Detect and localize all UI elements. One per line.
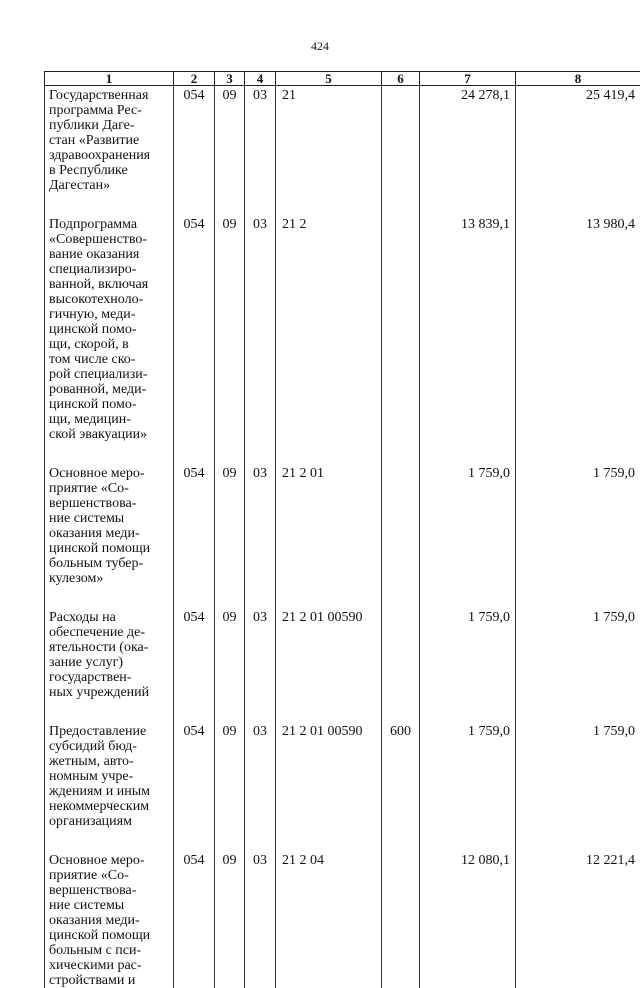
subsection-code: 03 xyxy=(245,215,276,464)
ved-code: 054 xyxy=(174,851,215,988)
section-code: 09 xyxy=(215,608,245,722)
amount-col-8: 12 221,4 xyxy=(516,851,640,988)
section-code: 09 xyxy=(215,464,245,608)
target-article-code: 21 2 04 xyxy=(276,851,382,988)
row-name: Государственная программа Рес- публики Даге- стан «Развитие здравоохранения в Республике Дагестан» xyxy=(49,88,170,193)
ved-code: 054 xyxy=(174,86,215,216)
ved-code: 054 xyxy=(174,464,215,608)
table-row xyxy=(45,86,640,216)
row-name: Основное меро- приятие «Со- вершенствова- ние системы оказания меди- цинской помощи больным с пси- хическими рас- стройствами и xyxy=(49,853,170,988)
expense-type-code xyxy=(382,86,420,216)
amount-col-7: 13 839,1 xyxy=(420,215,516,464)
table-row xyxy=(45,722,640,851)
subsection-code: 03 xyxy=(245,464,276,608)
row-name-cell xyxy=(45,215,174,464)
column-header-3: 3 xyxy=(215,72,245,86)
subsection-code: 03 xyxy=(245,86,276,216)
row-name-cell xyxy=(45,851,174,988)
amount-col-8: 1 759,0 xyxy=(516,722,640,851)
row-name-cell xyxy=(45,464,174,608)
section-code: 09 xyxy=(215,722,245,851)
row-name: Основное меро- приятие «Со- вершенствова- ние системы оказания меди- цинской помощи больным тубер- кулезом» xyxy=(49,466,170,586)
row-name: Предоставление субсидий бюд- жетным, авто- номным учре- ждениям и иным некоммерческим организациям xyxy=(49,724,170,829)
expense-type-code xyxy=(382,851,420,988)
ved-code: 054 xyxy=(174,722,215,851)
subsection-code: 03 xyxy=(245,608,276,722)
page-number: 424 xyxy=(0,39,640,54)
amount-col-8: 13 980,4 xyxy=(516,215,640,464)
column-header-1: 1 xyxy=(45,72,174,86)
target-article-code: 21 2 01 xyxy=(276,464,382,608)
row-name-cell xyxy=(45,722,174,851)
column-header-2: 2 xyxy=(174,72,215,86)
target-article-code: 21 2 01 00590 xyxy=(276,722,382,851)
expense-type-code xyxy=(382,608,420,722)
expense-type-code xyxy=(382,464,420,608)
header-row xyxy=(45,72,640,86)
expense-type-code: 600 xyxy=(382,722,420,851)
column-header-8: 8 xyxy=(516,72,640,86)
amount-col-8: 1 759,0 xyxy=(516,464,640,608)
subsection-code: 03 xyxy=(245,851,276,988)
section-code: 09 xyxy=(215,215,245,464)
row-name: Подпрограмма «Совершенство- вание оказания специализиро- ванной, включая высокотехноло- гичную, меди- цинской помо- щи, скорой, в том числе ско- рой специализи- рованной, меди- цинской помо- щи, медицин- ской эвакуации» xyxy=(49,217,170,442)
amount-col-8: 25 419,4 xyxy=(516,86,640,216)
column-header-5: 5 xyxy=(276,72,382,86)
subsection-code: 03 xyxy=(245,722,276,851)
column-header-6: 6 xyxy=(382,72,420,86)
target-article-code: 21 2 01 00590 xyxy=(276,608,382,722)
amount-col-7: 12 080,1 xyxy=(420,851,516,988)
ved-code: 054 xyxy=(174,608,215,722)
section-code: 09 xyxy=(215,86,245,216)
table-row xyxy=(45,851,640,988)
column-header-4: 4 xyxy=(245,72,276,86)
row-name-cell xyxy=(45,608,174,722)
expense-type-code xyxy=(382,215,420,464)
amount-col-8: 1 759,0 xyxy=(516,608,640,722)
row-name: Расходы на обеспечение де- ятельности (ока- зание услуг) государствен- ных учреждений xyxy=(49,610,170,700)
target-article-code: 21 2 xyxy=(276,215,382,464)
ved-code: 054 xyxy=(174,215,215,464)
section-code: 09 xyxy=(215,851,245,988)
table-row xyxy=(45,464,640,608)
target-article-code: 21 xyxy=(276,86,382,216)
amount-col-7: 1 759,0 xyxy=(420,464,516,608)
row-name-cell xyxy=(45,86,174,216)
table-row xyxy=(45,215,640,464)
column-header-7: 7 xyxy=(420,72,516,86)
amount-col-7: 1 759,0 xyxy=(420,722,516,851)
budget-table xyxy=(44,71,640,988)
amount-col-7: 24 278,1 xyxy=(420,86,516,216)
table-row xyxy=(45,608,640,722)
amount-col-7: 1 759,0 xyxy=(420,608,516,722)
